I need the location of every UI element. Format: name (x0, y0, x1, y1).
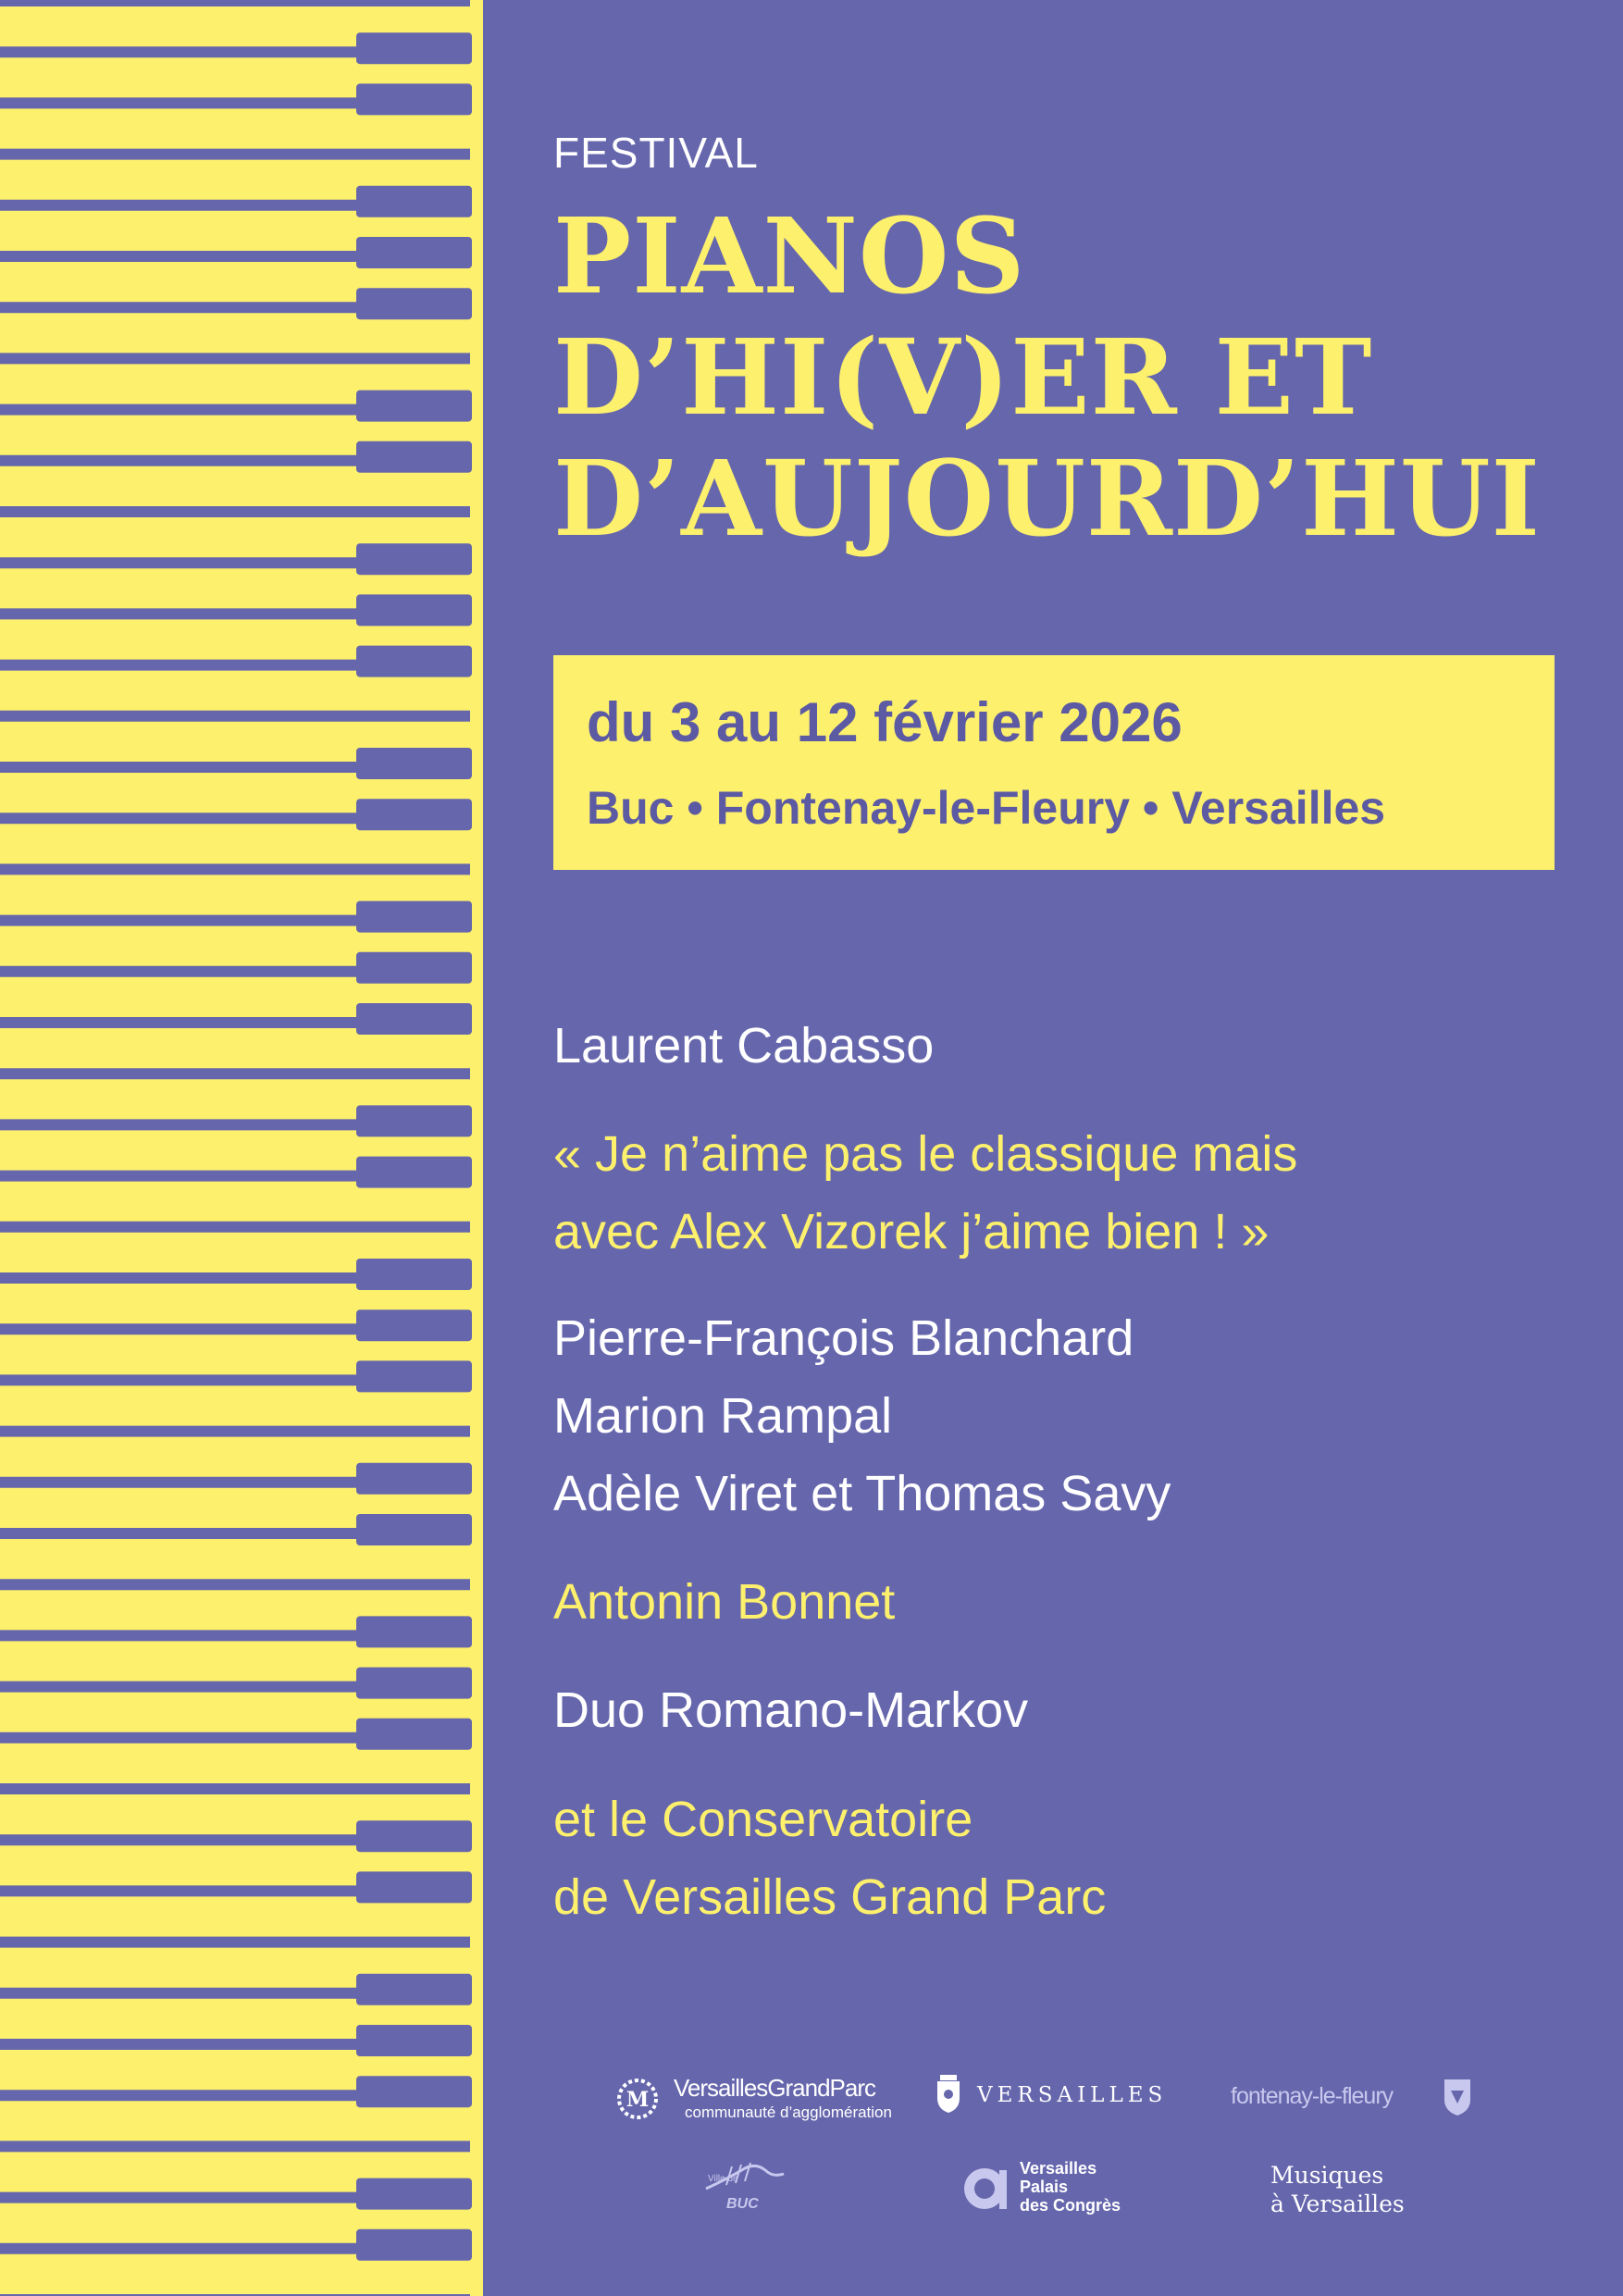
piano-black-key (356, 1309, 472, 1341)
piano-black-key (356, 1616, 472, 1647)
artist-line: Antonin Bonnet (553, 1574, 896, 1630)
artist-line: « Je n’aime pas le classique mais (553, 1126, 1298, 1182)
piano-black-key (356, 1105, 472, 1136)
fontenay-name: fontenay-le-fleury (1231, 2083, 1394, 2109)
versailles-crest-icon (935, 2074, 962, 2115)
piano-black-key (356, 1668, 472, 1699)
piano-black-key (356, 2229, 472, 2261)
artist-line: Pierre-François Blanchard (553, 1310, 1134, 1366)
festival-label: FESTIVAL (553, 129, 759, 177)
piano-black-key (356, 543, 472, 575)
piano-black-key (356, 1003, 472, 1035)
logo-buc (699, 2161, 791, 2226)
piano-black-key (356, 1157, 472, 1188)
piano-black-key (356, 441, 472, 473)
artist-conservatoire (553, 1781, 1106, 1936)
piano-black-key (356, 1974, 472, 2005)
buc-name: BUC (726, 2196, 759, 2212)
palais-text (1020, 2159, 1121, 2215)
piano-black-key (356, 2178, 472, 2210)
artist-line: Marion Rampal (553, 1388, 893, 1444)
palais-line: Versailles (1020, 2159, 1097, 2178)
artist-line: et le Conservatoire (553, 1792, 973, 1847)
piano-black-key (356, 799, 472, 830)
festival-title (553, 196, 1541, 560)
artist-vizorek-quote (553, 1115, 1297, 1271)
palais-line: Palais (1020, 2178, 1069, 2196)
piano-black-key (356, 288, 472, 319)
piano-black-key (356, 748, 472, 779)
versailles-name: VERSAILLES (977, 2083, 1168, 2107)
artist-line: de Versailles Grand Parc (553, 1869, 1107, 1925)
piano-black-key (356, 2076, 472, 2107)
piano-black-key (356, 2025, 472, 2056)
partner-logos (611, 2068, 1481, 2235)
piano-black-key (356, 1719, 472, 1750)
artist-antonin-bonnet (553, 1563, 895, 1641)
artist-line: Duo Romano-Markov (553, 1682, 1029, 1738)
piano-black-key (356, 1259, 472, 1290)
palais-congres-icon (962, 2163, 1014, 2215)
vgp-emblem-icon (611, 2072, 664, 2126)
piano-black-key (356, 1514, 472, 1545)
musiques-text (1270, 2161, 1456, 2218)
artist-duo-romano-markov (553, 1671, 1028, 1749)
artist-line: Laurent Cabasso (553, 1018, 935, 1074)
piano-black-key (356, 901, 472, 933)
svg-text:M: M (626, 2088, 650, 2112)
vgp-name: VersaillesGrandParc (674, 2074, 875, 2102)
piano-black-key (356, 594, 472, 626)
piano-black-key (356, 32, 472, 64)
artist-line: avec Alex Vizorek j’aime bien ! » (553, 1204, 1270, 1260)
palais-line: des Congrès (1020, 2196, 1121, 2215)
title-line-1: PIANOS (553, 196, 1026, 317)
piano-black-key (356, 391, 472, 422)
piano-black-key (356, 83, 472, 115)
fontenay-crest-icon (1442, 2074, 1473, 2116)
logo-versailles-grand-parc (611, 2068, 892, 2133)
piano-black-key (356, 1360, 472, 1392)
piano-keys-illustration (0, 0, 500, 2296)
piano-black-key (356, 952, 472, 984)
date-range: du 3 au 12 février 2026 (587, 691, 1183, 753)
logo-versailles (935, 2074, 1175, 2120)
date-box (553, 655, 1555, 870)
logo-musiques-a-versailles (1270, 2161, 1456, 2226)
piano-white-keys (0, 6, 481, 2294)
piano-black-key (356, 1820, 472, 1852)
title-line-3: D’AUJOURD’HUI (553, 439, 1541, 560)
musiques-line: à Versailles (1270, 2191, 1405, 2217)
piano-black-key (356, 237, 472, 268)
logo-palais-des-congres (962, 2157, 1166, 2222)
piano-black-key (356, 186, 472, 217)
places: Buc • Fontenay-le-Fleury • Versailles (587, 782, 1386, 834)
artist-group-trio (553, 1299, 1171, 1533)
title-line-2: D’HI(V)ER ET (553, 317, 1373, 439)
vgp-subtitle: communauté d’agglomération (685, 2104, 892, 2121)
piano-black-key (356, 1463, 472, 1495)
piano-black-key (356, 1871, 472, 1903)
artist-line: Adèle Viret et Thomas Savy (553, 1466, 1171, 1521)
logo-fontenay-le-fleury (1231, 2074, 1481, 2120)
piano-black-key (356, 646, 472, 677)
artist-laurent-cabasso (553, 1007, 934, 1085)
musiques-line: Musiques (1270, 2162, 1384, 2189)
buc-ville-de: Ville de (708, 2174, 738, 2184)
